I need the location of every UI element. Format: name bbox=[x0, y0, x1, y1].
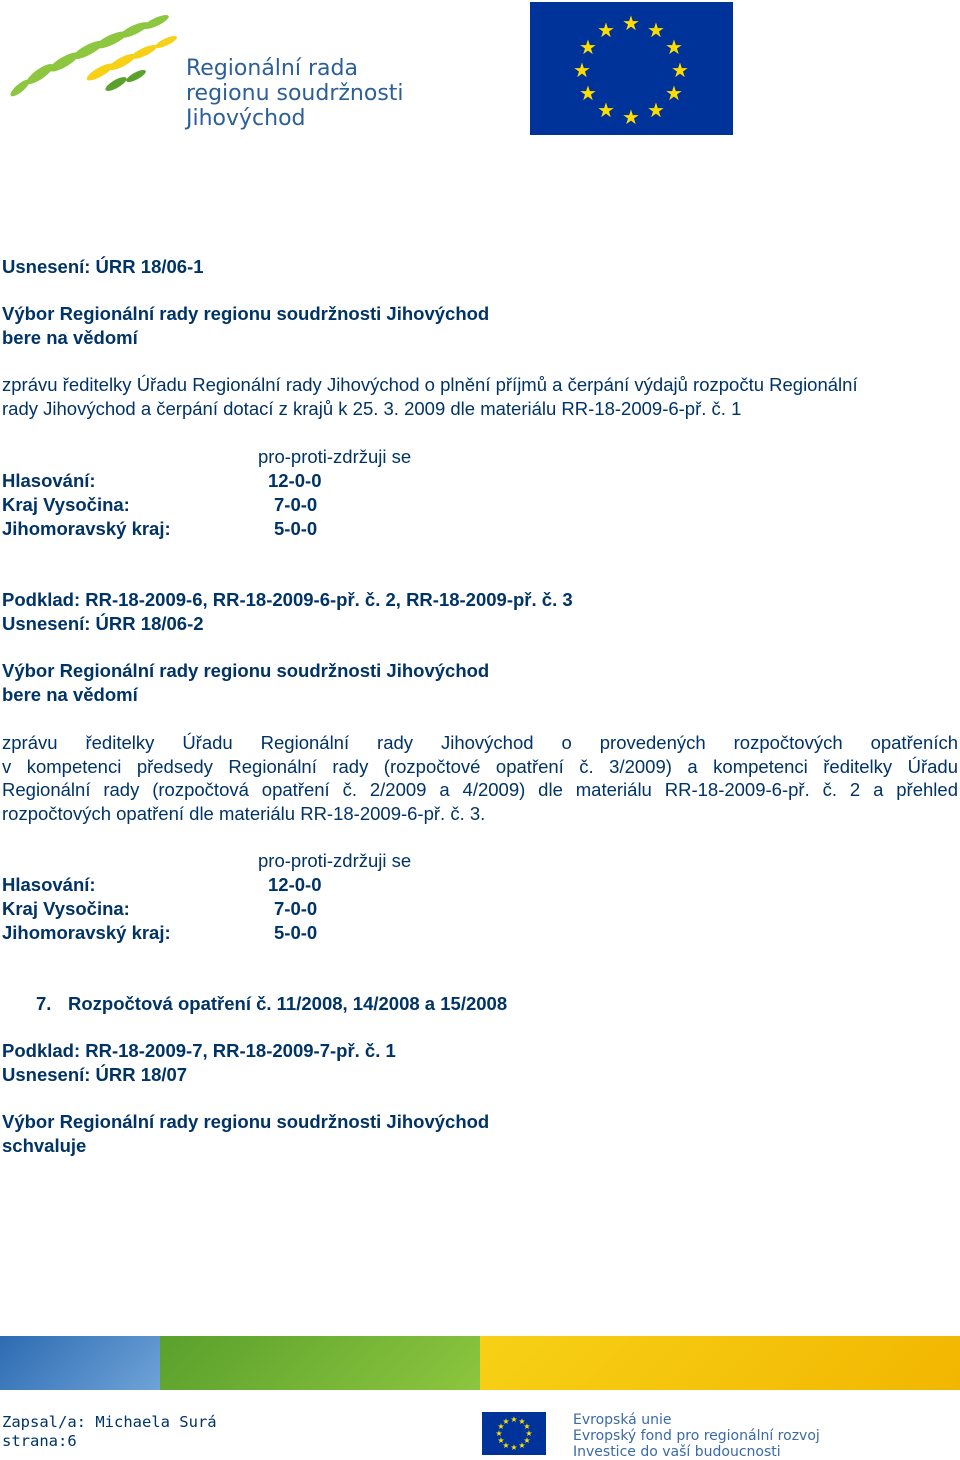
resolution-number: Usnesení: ÚRR 18/06-1 bbox=[2, 256, 204, 277]
vote-value: 7-0-0 bbox=[274, 898, 318, 919]
svg-text:★: ★ bbox=[579, 35, 597, 59]
eu-stars-icon bbox=[482, 1412, 546, 1455]
vote-header: pro-proti-zdržuji se bbox=[258, 850, 412, 871]
svg-text:★: ★ bbox=[622, 105, 640, 129]
svg-text:★: ★ bbox=[647, 98, 665, 122]
vote-label: Hlasování: bbox=[2, 874, 96, 895]
svg-text:★: ★ bbox=[523, 1436, 531, 1445]
vote-value: 7-0-0 bbox=[274, 494, 318, 515]
vote-value: 12-0-0 bbox=[268, 470, 322, 491]
svg-text:★: ★ bbox=[502, 1441, 510, 1450]
resolution-text-line: rady Jihovýchod a čerpání dotací z krajů k 25. 3. 2009 dle materiálu RR-18-2009-6-př. č. 1 bbox=[2, 398, 742, 419]
svg-text:★: ★ bbox=[497, 1436, 505, 1445]
logo-line-2: regionu soudržnosti bbox=[186, 81, 404, 106]
vote-label: Hlasování: bbox=[2, 470, 96, 491]
committee-name: Výbor Regionální rady regionu soudržnosti Jihovýchod bbox=[2, 660, 490, 681]
svg-text:★: ★ bbox=[647, 18, 665, 42]
svg-text:★: ★ bbox=[622, 11, 640, 35]
svg-text:★: ★ bbox=[665, 81, 683, 105]
resolution-text-line: v kompetenci předsedy Regionální rady (rozpočtové opatření č. 3/2009) a kompetenci ředitelky Úřadu bbox=[2, 756, 958, 777]
resolution-verb: schvaluje bbox=[2, 1135, 87, 1156]
page-number: strana:6 bbox=[2, 1432, 77, 1450]
resolution-number: Usnesení: ÚRR 18/06-2 bbox=[2, 613, 204, 634]
vote-label: Jihomoravský kraj: bbox=[2, 922, 171, 943]
resolution-text-line: zprávu ředitelky Úřadu Regionální rady Jihovýchod o plnění příjmů a čerpání výdajů rozpočtu Regionální bbox=[2, 374, 858, 395]
resolution-verb: bere na vědomí bbox=[2, 327, 138, 348]
section-number: 7. bbox=[36, 993, 52, 1014]
logo-text bbox=[186, 56, 404, 131]
svg-text:★: ★ bbox=[495, 1429, 503, 1438]
logo-line-3: Jihovýchod bbox=[186, 106, 306, 131]
vote-label: Jihomoravský kraj: bbox=[2, 518, 171, 539]
svg-text:★: ★ bbox=[573, 58, 591, 82]
eu-text-line: Evropský fond pro regionální rozvoj bbox=[573, 1428, 820, 1444]
vote-value: 5-0-0 bbox=[274, 518, 318, 539]
logo-leaves-graphic bbox=[6, 8, 182, 108]
svg-text:★: ★ bbox=[579, 81, 597, 105]
basis-reference: Podklad: RR-18-2009-7, RR-18-2009-7-př. č. 1 bbox=[2, 1040, 396, 1061]
resolution-verb: bere na vědomí bbox=[2, 684, 138, 705]
committee-name: Výbor Regionální rady regionu soudržnosti Jihovýchod bbox=[2, 303, 490, 324]
svg-text:★: ★ bbox=[502, 1417, 510, 1426]
vote-header: pro-proti-zdržuji se bbox=[258, 446, 412, 467]
svg-text:★: ★ bbox=[497, 1422, 505, 1431]
resolution-text-line: zprávu ředitelky Úřadu Regionální rady Jihovýchod o provedených rozpočtových opatřeních bbox=[2, 732, 958, 753]
section-title: Rozpočtová opatření č. 11/2008, 14/2008 a 15/2008 bbox=[68, 993, 508, 1014]
basis-reference: Podklad: RR-18-2009-6, RR-18-2009-6-př. č. 2, RR-18-2009-př. č. 3 bbox=[2, 589, 573, 610]
vote-value: 12-0-0 bbox=[268, 874, 322, 895]
svg-text:★: ★ bbox=[525, 1429, 533, 1438]
svg-text:★: ★ bbox=[671, 58, 689, 82]
eu-text-line: Investice do vaší budoucnosti bbox=[573, 1444, 781, 1460]
svg-text:★: ★ bbox=[523, 1422, 531, 1431]
footer-color-band bbox=[0, 1336, 960, 1390]
eu-stars-icon bbox=[530, 2, 733, 135]
resolution-number: Usnesení: ÚRR 18/07 bbox=[2, 1064, 188, 1085]
svg-text:★: ★ bbox=[510, 1415, 518, 1424]
svg-text:★: ★ bbox=[518, 1441, 526, 1450]
svg-text:★: ★ bbox=[597, 18, 615, 42]
vote-value: 5-0-0 bbox=[274, 922, 318, 943]
vote-label: Kraj Vysočina: bbox=[2, 898, 130, 919]
vote-label: Kraj Vysočina: bbox=[2, 494, 130, 515]
eu-flag-small bbox=[482, 1412, 546, 1455]
svg-text:★: ★ bbox=[665, 35, 683, 59]
eu-flag bbox=[530, 2, 733, 135]
logo-line-1: Regionální rada bbox=[186, 56, 358, 81]
committee-name: Výbor Regionální rady regionu soudržnosti Jihovýchod bbox=[2, 1111, 490, 1132]
eu-text-line: Evropská unie bbox=[573, 1412, 672, 1428]
svg-text:★: ★ bbox=[510, 1443, 518, 1452]
recorded-by: Zapsal/a: Michaela Surá bbox=[2, 1413, 217, 1431]
svg-text:★: ★ bbox=[518, 1417, 526, 1426]
resolution-text-line: Regionální rady (rozpočtová opatření č. 2/2009 a 4/2009) dle materiálu RR-18-2009-6-př. č. 2 a přehled bbox=[2, 779, 958, 800]
svg-text:★: ★ bbox=[597, 98, 615, 122]
resolution-text-line: rozpočtových opatření dle materiálu RR-18-2009-6-př. č. 3. bbox=[2, 803, 486, 824]
